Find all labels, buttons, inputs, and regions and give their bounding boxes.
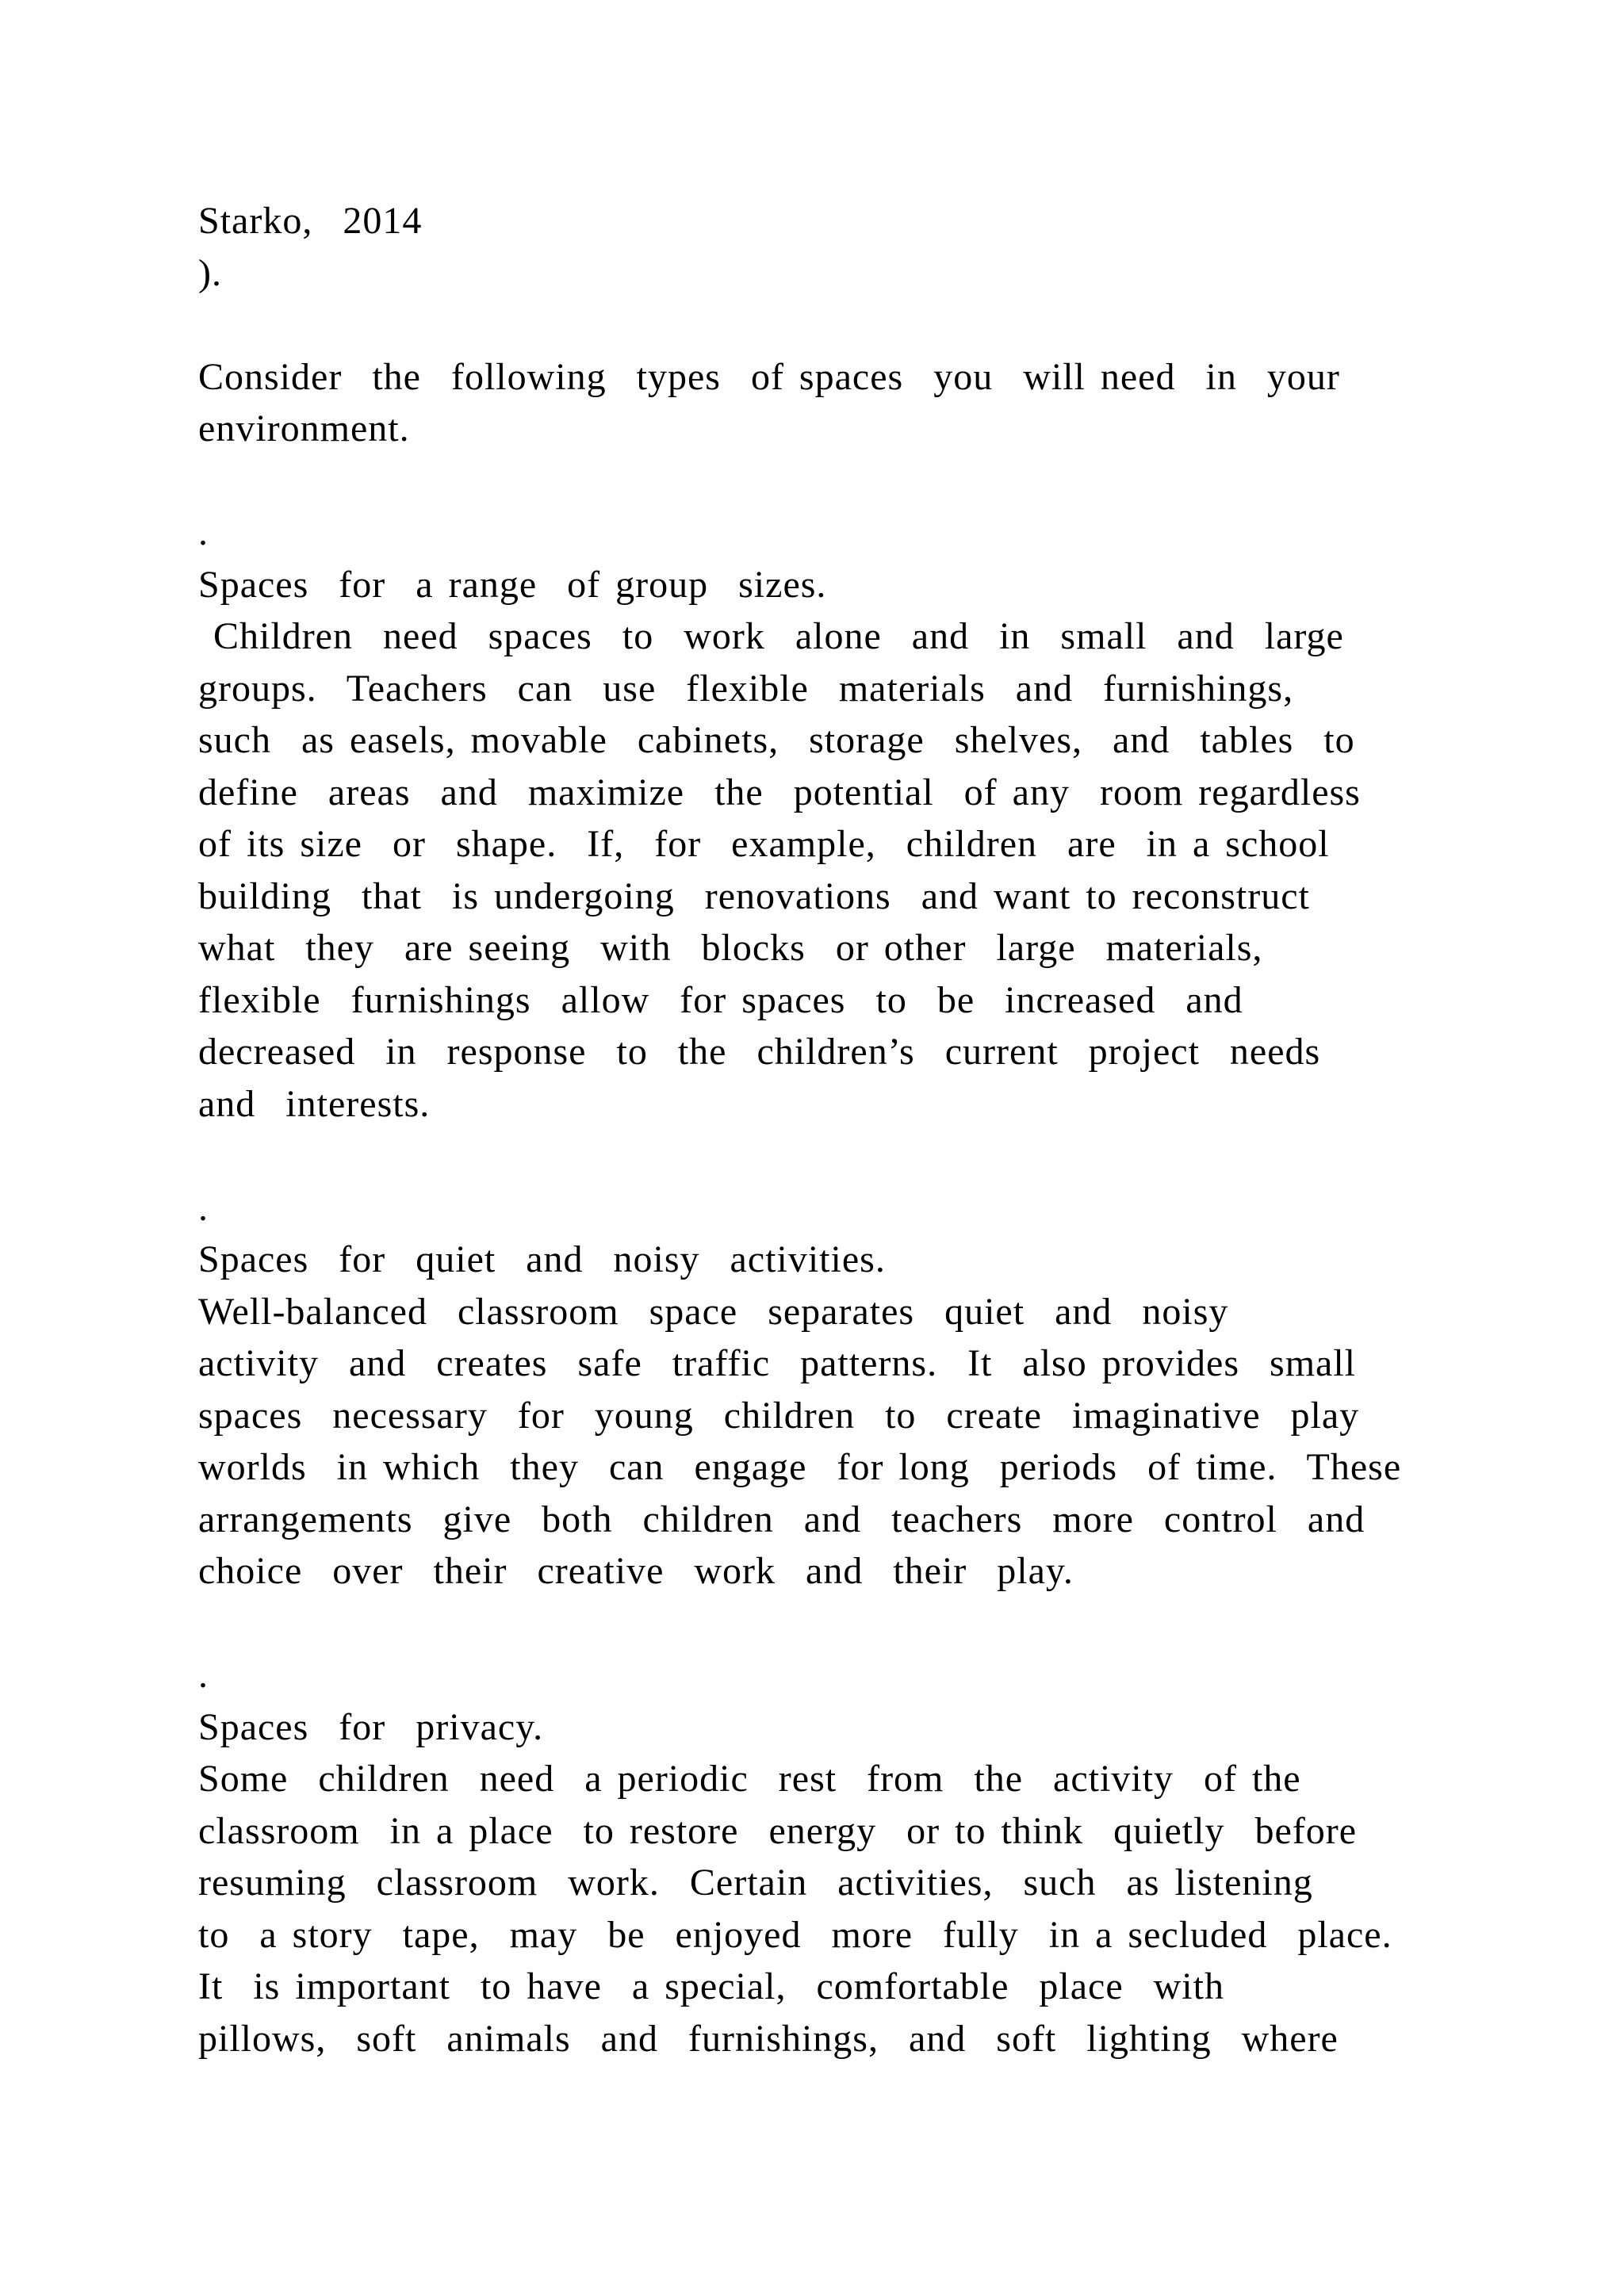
section-heading: Spaces for quiet and noisy activities. — [198, 1238, 886, 1280]
section-heading: Spaces for privacy. — [198, 1705, 544, 1748]
text-line: activity and creates safe traffic patterns. It also provides small — [198, 1342, 1356, 1384]
blank-line — [198, 1130, 1507, 1182]
bullet-marker: . — [198, 1654, 209, 1696]
text-line: what they are seeing with blocks or other large materials, — [198, 927, 1263, 969]
text-line: such as easels, movable cabinets, storage shelves, and tables to — [198, 719, 1355, 761]
text-line: decreased in response to the children’s current project needs — [198, 1031, 1321, 1073]
text-line: ). — [198, 251, 222, 294]
text-line: Children need spaces to work alone and in small and large — [198, 615, 1344, 657]
text-line: pillows, soft animals and furnishings, and soft lighting where — [198, 2017, 1339, 2060]
text-line: choice over their creative work and their play. — [198, 1550, 1074, 1592]
text-line: Consider the following types of spaces you will need in your — [198, 355, 1340, 398]
text-line: to a story tape, may be enjoyed more fully in a secluded place. — [198, 1913, 1392, 1956]
text-line: worlds in which they can engage for long periods of time. These — [198, 1446, 1402, 1488]
text-line: flexible furnishings allow for spaces to be increased and — [198, 978, 1243, 1021]
text-line: groups. Teachers can use flexible materials and furnishings, — [198, 667, 1294, 710]
document-body — [198, 195, 1507, 2064]
text-line: and interests. — [198, 1082, 431, 1125]
text-line: Starko, 2014 — [198, 200, 423, 242]
blank-line — [198, 1598, 1507, 1650]
text-line: environment. — [198, 408, 410, 450]
bullet-marker: . — [198, 1186, 209, 1229]
text-line: It is important to have a special, comfortable place with — [198, 1965, 1224, 2007]
bullet-marker: . — [198, 511, 209, 553]
section-heading: Spaces for a range of group sizes. — [198, 563, 827, 606]
text-line: classroom in a place to restore energy or to think quietly before — [198, 1809, 1358, 1852]
blank-line — [198, 455, 1507, 507]
text-line: of its size or shape. If, for example, children are in a school — [198, 823, 1330, 865]
text-line: Some children need a periodic rest from the activity of the — [198, 1758, 1301, 1800]
text-line: resuming classroom work. Certain activities, such as listening — [198, 1862, 1313, 1904]
text-line: Well-balanced classroom space separates quiet and noisy — [198, 1290, 1229, 1333]
text-line: define areas and maximize the potential of any room regardless — [198, 771, 1361, 813]
text-line: arrangements give both children and teachers more control and — [198, 1498, 1365, 1540]
text-line: spaces necessary for young children to create imaginative play — [198, 1394, 1360, 1437]
text-line: building that is undergoing renovations and want to reconstruct — [198, 874, 1310, 917]
blank-line — [198, 299, 1507, 351]
